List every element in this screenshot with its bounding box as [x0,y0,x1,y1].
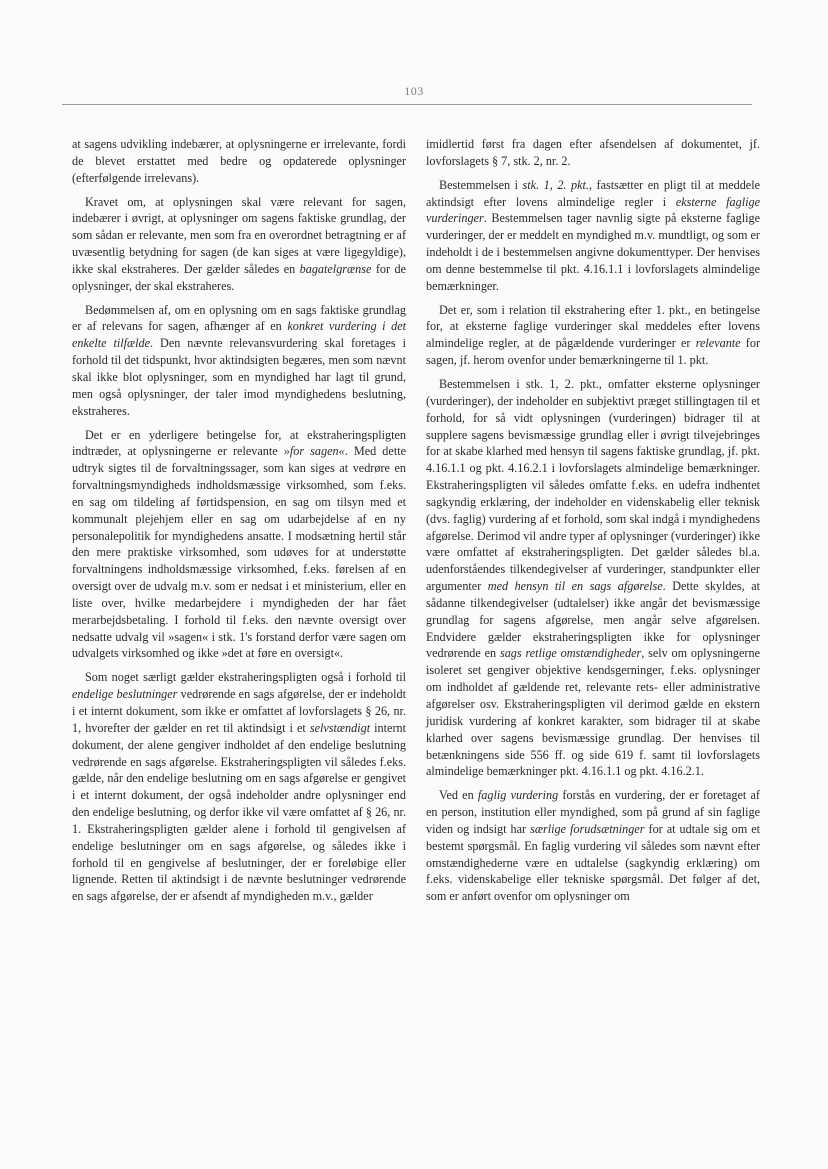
text-run: Som noget særligt gælder ekstraheringspligten også i forhold til [85,670,406,685]
right-paragraph [426,136,760,170]
text-run: Bestemmelsen i [439,177,523,192]
italic-term: relevante [695,336,741,351]
left-paragraph [72,427,406,663]
right-paragraph [426,376,760,780]
text-run: Det er, som i relation til ekstrahering efter 1. pkt., en betingelse for, at eksterne faglige vurderinger skal meddeles efter lovens almindelige regler, at de pågældende vurderinger er [426,302,760,351]
left-paragraph [72,302,406,420]
italic-term: selvstændigt [309,720,371,735]
text-run: for sagen, jf. herom ovenfor under bemærkningerne til 1. pkt. [426,336,760,368]
italic-term: bagatelgrænse [299,261,372,276]
text-run: , fastsætter en pligt til at meddele aktindsigt efter lovens almindelige regler i [426,177,760,209]
italic-term: sags retlige omstændigheder [499,646,642,661]
italic-term: faglig vurdering [477,788,559,803]
text-run: for de oplysninger, der skal ekstraheres. [72,261,406,293]
text-run: . Med dette udtryk sigtes til de forvaltningssager, som kan siges at vedrøre en forvaltningsmyndigheds indholdsmæssige virksomhed, som f.eks. en sag om tildeling af førtidspension, en sag om tilsyn med et kommunalt plejehjem eller en sag om udarbejdelse af en ny personalepolitik for myndighedens ansatte. I modsætning hertil står den mere praktiske virksomhed, som udøves for at understøtte forvaltningens indholdsmæssige virksomhed, f.eks. førelsen af en oversigt over de udvalg m.v. som er nedsat i et ministerium, eller en liste over, hvilke medarbejdere i myndigheden der har fået merarbejdsbetaling. I forhold til f.eks. den nævnte oversigt over nedsatte udvalg vil »sagen« i stk. 1's forstand derfor være sagen om udvalgets virksomhed og ikke »det at føre en oversigt«. [72,444,406,661]
italic-term: eksterne faglige vurderinger [426,194,760,226]
text-run: imidlertid først fra dagen efter afsendelsen af dokumentet, jf. lovforslagets § 7, stk. 2, nr. 2. [426,137,760,168]
text-run: internt dokument, der alene gengiver indholdet af den endelige beslutning vedrørende en sags afgørelse. Ekstraheringspligten vil således f.eks. gælde, når den endelige beslutning om en sags afgørelse er gengivet i et internt dokument, der også indeholder andre oplysninger end den endelige beslutning, og derfor ikke vil være omfattet af § 26, nr. 1. Ekstraheringspligten gælder alene i forhold til gengivelsen af endelige beslutninger om en sags afgørelse, og således ikke i forhold til en gengivelse af beslutninger, der er foreløbige eller lignende. Retten til aktindsigt i de nævnte beslutninger vedrørende en sags afgørelse, der er afsendt af myndigheden m.v., gælder [72,720,406,904]
right-paragraph [426,302,760,369]
right-column [426,136,760,912]
italic-term: konkret vurdering i det enkelte tilfælde [72,319,406,351]
left-paragraph [72,136,406,187]
italic-term: stk. 1, 2. pkt. [522,177,589,192]
text-run: . Dette skyldes, at sådanne tilkendegivelser (udtalelser) ikke angår det bevismæssige grundlag for sagens afgørelse, men angår selve afgørelsen. Endvidere gælder ekstraheringspligten ikke for oplysninger vedrørende en [426,579,760,661]
text-run: Det er en yderligere betingelse for, at ekstraheringspligten indtræder, at oplysningerne er relevante [72,427,406,459]
text-run: at sagens udvikling indebærer, at oplysningerne er irrelevante, fordi de blevet erstattet med bedre og opdaterede oplysninger (efterfølgende irrelevans). [72,137,406,185]
text-run: vedrørende en sags afgørelse, der er indeholdt i et internt dokument, som ikke er omfattet af lovforslagets § 26, nr. 1, hvorefter der gælder en ret til aktindsigt i et [72,687,406,735]
italic-term: »for sagen« [283,444,345,459]
left-paragraph [72,194,406,295]
italic-term: særlige forudsætninger [530,821,645,836]
header-rule [62,104,752,105]
text-run: . Den nævnte relevansvurdering skal foretages i forhold til det tidspunkt, hvor aktindsigten begæres, men som nævnt skal ikke blot oplysninger, som en myndighed har lagt til grund, men også oplysninger, der taler imod myndighedens beslutning, ekstraheres. [72,336,406,418]
text-run: Bedømmelsen af, om en oplysning om en sags faktiske grundlag er af relevans for sagen, afhænger af en [72,302,406,334]
text-run: . Bestemmelsen tager navnlig sigte på eksterne faglige vurderinger, der er meddelt en myndighed m.v. mundtligt, og som er indeholdt i de i bestemmelsen angivne dokumenttyper. Der henvises om denne bestemmelse til pkt. 4.16.1.1 i lovforslagets almindelige bemærkninger. [426,211,760,293]
right-paragraph [426,177,760,295]
left-paragraph [72,669,406,905]
text-run: forstås en vurdering, der er foretaget af en person, institution eller myndighed, som på grund af sin faglige viden og indsigt har [426,788,760,836]
left-column [72,136,406,912]
right-paragraph [426,787,760,905]
italic-term: med hensyn til en sags afgørelse [487,579,663,594]
page-number: 103 [404,84,424,98]
text-run: Ved en [439,788,478,803]
italic-term: endelige beslutninger [72,687,178,702]
text-run: Kravet om, at oplysningen skal være relevant for sagen, indebærer i øvrigt, at oplysninger om sagens faktiske grundlag, der som sådan er relevante, men som fra en overordnet betragtning er af uvæsentlig betydning for sagen (de kan siges at være ligegyldige), ikke skal ekstraheres. Der gælder således en [72,194,406,276]
text-run: , selv om oplysningerne isoleret set gengiver objektive kendsgerninger, f.eks. oplysninger om indholdet af gældende ret, relevante rets- eller administrative afgørelser osv. Ekstraheringspligten vil derimod gælde en ekstern juridisk vurdering af konkret karakter, som bidrager til at skabe klarhed over sagens bevismæssige grundlag. Der henvises til betænkningens side 556 ff. og side 619 f. samt til lovforslagets almindelige bemærkninger pkt. 4.16.1.1 og pkt. 4.16.2.1. [426,646,760,779]
text-run: for at udtale sig om et bestemt spørgsmål. En faglig vurdering vil således som nævnt efter omstændighederne være en udtalelse (sagkyndig erklæring) om f.eks. videnskabelige eller tekniske spørgsmål. Det følger af det, som er anført ovenfor om oplysninger om [426,821,760,904]
text-run: Bestemmelsen i stk. 1, 2. pkt., omfatter eksterne oplysninger (vurderinger), der indeholder en subjektivt præget stillingtagen til et forhold, for så vidt oplysningen (vurderingen) bidrager til at supplere sagens bevismæssige grundlag eller i øvrigt tilvejebringes for at skabe klarhed med hensyn til sagens faktiske grundlag, jf. pkt. 4.16.1.1 og pkt. 4.16.2.1 i lovforslagets almindelige bemærkninger. Ekstraheringspligten vil således omfatte f.eks. en udefra indhentet sagkyndig erklæring, der indeholder en videnskabelig eller teknisk (dvs. faglig) vurdering af et forhold, som skal indgå i myndighedens afgørelse. Derimod vil andre typer af oplysninger (vurderinger) ikke være omfattet af ekstraheringspligten. Det gælder således bl.a. udenforståendes tilkendegivelser af vurderinger, standpunkter eller argumenter [426,376,760,594]
